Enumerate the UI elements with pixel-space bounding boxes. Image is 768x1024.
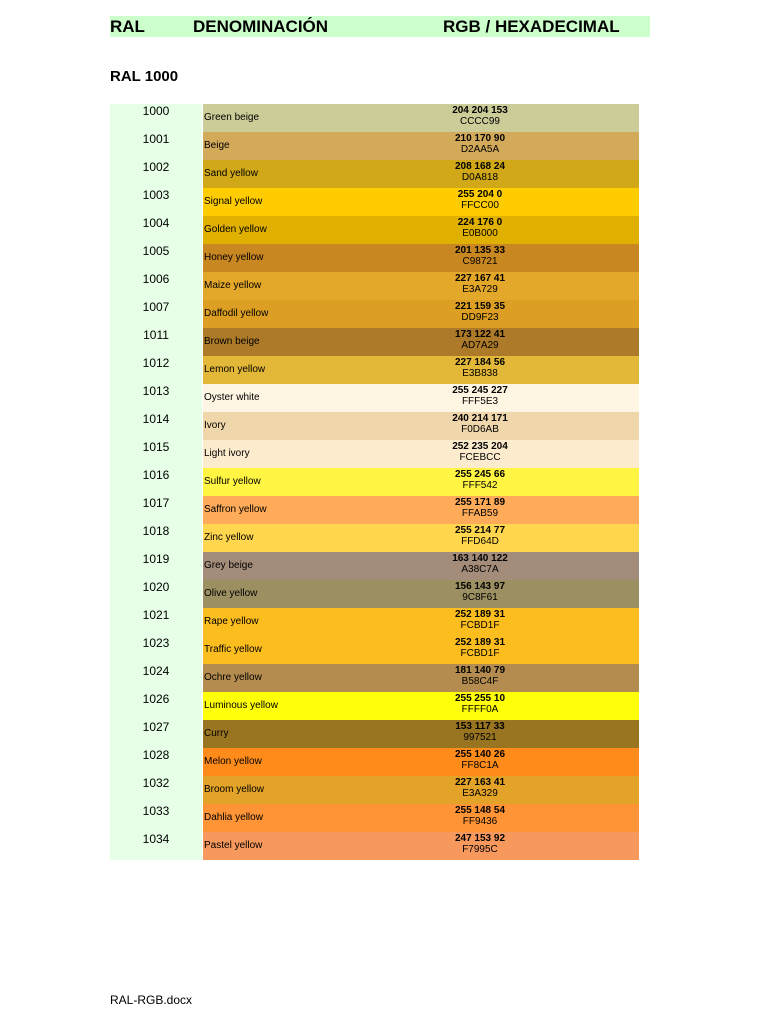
color-swatch [203,412,639,440]
color-name: Olive yellow [204,588,258,599]
table-row [110,216,639,244]
color-swatch [203,328,639,356]
color-values [425,749,535,771]
color-table [110,104,639,860]
hex-value: FF9436 [462,816,498,827]
hex-value: FF8C1A [461,760,499,771]
color-swatch [203,608,639,636]
table-row [110,636,639,664]
color-swatch [203,720,639,748]
color-name: Maize yellow [204,280,262,291]
table-row [110,272,639,300]
table-row [110,356,639,384]
rgb-value: 255 214 77 [454,525,506,536]
table-row [110,104,639,132]
color-name: Ochre yellow [204,672,262,683]
color-swatch [203,832,639,860]
rgb-value: 221 159 35 [454,301,506,312]
color-values [425,105,535,127]
table-row [110,692,639,720]
table-row [110,468,639,496]
ral-code: 1006 [142,272,170,286]
color-values [425,161,535,183]
table-row [110,188,639,216]
color-name: Sand yellow [204,168,258,179]
color-swatch [203,300,639,328]
table-row [110,664,639,692]
hex-value: FFF542 [462,480,498,491]
color-values [425,413,535,435]
ral-code: 1028 [142,748,170,762]
ral-code: 1001 [142,132,170,146]
rgb-value: 173 122 41 [454,329,506,340]
table-row [110,328,639,356]
ral-code: 1000 [142,104,170,118]
hex-value: FFF5E3 [461,396,499,407]
rgb-value: 247 153 92 [454,833,506,844]
color-swatch [203,636,639,664]
rgb-value: 208 168 24 [454,161,506,172]
ral-code: 1034 [142,832,170,846]
hex-value: FFCC00 [461,200,499,211]
table-row [110,132,639,160]
hex-value: C98721 [462,256,498,267]
table-row [110,832,639,860]
ral-code: 1017 [142,496,170,510]
hex-value: E3A329 [462,788,498,799]
color-values [425,665,535,687]
table-row [110,552,639,580]
hex-value: FCBD1F [460,620,500,631]
color-values [425,525,535,547]
hex-value: D2AA5A [460,144,500,155]
rgb-value: 227 184 56 [454,357,506,368]
rgb-value: 252 235 204 [452,441,508,452]
hex-value: FCEBCC [459,452,501,463]
rgb-value: 181 140 79 [454,665,506,676]
hex-value: E3A729 [462,284,498,295]
hex-value: 997521 [463,732,497,743]
color-name: Oyster white [204,392,260,403]
ral-code: 1026 [142,692,170,706]
hex-value: F0D6AB [461,424,499,435]
color-swatch [203,384,639,412]
rgb-value: 255 255 10 [454,693,506,704]
color-values [425,441,535,463]
color-name: Ivory [204,420,226,431]
table-row [110,804,639,832]
rgb-value: 255 245 66 [454,469,506,480]
color-values [425,637,535,659]
color-values [425,385,535,407]
color-name: Light ivory [204,448,250,459]
ral-code: 1007 [142,300,170,314]
hex-value: CCCC99 [459,116,500,127]
ral-code: 1021 [142,608,170,622]
color-swatch [203,468,639,496]
rgb-value: 163 140 122 [452,553,508,564]
color-name: Zinc yellow [204,532,254,543]
ral-code: 1015 [142,440,170,454]
table-row [110,776,639,804]
rgb-value: 156 143 97 [454,581,506,592]
rgb-value: 255 245 227 [452,385,508,396]
ral-code: 1032 [142,776,170,790]
hex-value: FFFF0A [461,704,499,715]
color-swatch [203,664,639,692]
color-name: Dahlia yellow [204,812,263,823]
table-row [110,496,639,524]
color-values [425,273,535,295]
color-swatch [203,132,639,160]
ral-code: 1013 [142,384,170,398]
color-values [425,693,535,715]
color-swatch [203,188,639,216]
color-values [425,833,535,855]
color-name: Brown beige [204,336,260,347]
ral-code: 1003 [142,188,170,202]
color-name: Green beige [204,112,260,123]
color-name: Curry [204,728,229,739]
hex-value: FFAB59 [461,508,499,519]
color-values [425,357,535,379]
table-row [110,440,639,468]
rgb-value: 210 170 90 [454,133,506,144]
rgb-value: 255 171 89 [454,497,506,508]
rgb-value: 153 117 33 [455,721,505,732]
ral-code: 1020 [142,580,170,594]
table-header [110,16,650,37]
ral-code: 1004 [142,216,170,230]
color-name: Grey beige [204,560,253,571]
color-name: Lemon yellow [204,364,266,375]
color-values [425,217,535,239]
hex-value: AD7A29 [461,340,499,351]
rgb-value: 224 176 0 [457,217,503,228]
color-swatch [203,496,639,524]
hex-value: 9C8F61 [462,592,498,603]
hex-value: F7995C [462,844,498,855]
color-values [425,805,535,827]
rgb-value: 255 148 54 [454,805,506,816]
hex-value: D0A818 [461,172,499,183]
ral-code: 1014 [142,412,170,426]
color-values [425,609,535,631]
ral-code: 1023 [142,636,170,650]
color-name: Luminous yellow [204,700,278,711]
rgb-value: 255 140 26 [454,749,506,760]
hex-value: B58C4F [461,676,499,687]
color-swatch [203,160,639,188]
color-values [425,189,535,211]
header-denominacion: DENOMINACIÓN [193,17,329,36]
table-row [110,412,639,440]
table-row [110,160,639,188]
table-row [110,524,639,552]
table-row [110,748,639,776]
rgb-value: 252 189 31 [454,609,506,620]
color-swatch [203,748,639,776]
color-name: Sulfur yellow [204,476,261,487]
table-row [110,580,639,608]
color-name: Melon yellow [204,756,262,767]
color-name: Rape yellow [204,616,259,627]
footer-filename: RAL-RGB.docx [110,993,193,1007]
color-name: Daffodil yellow [204,308,269,319]
ral-code: 1012 [142,356,170,370]
rgb-value: 240 214 171 [452,413,508,424]
hex-value: E3B838 [462,368,498,379]
ral-code: 1011 [143,328,169,342]
color-values [425,497,535,519]
color-values [425,469,535,491]
color-name: Broom yellow [204,784,265,795]
hex-value: DD9F23 [461,312,499,323]
hex-value: FCBD1F [460,648,500,659]
ral-code: 1018 [142,524,170,538]
color-name: Saffron yellow [204,504,267,515]
rgb-value: 204 204 153 [452,105,508,116]
header-rgb-hex: RGB / HEXADECIMAL [443,17,620,36]
rgb-value: 227 163 41 [454,777,506,788]
table-row [110,608,639,636]
section-title: RAL 1000 [110,68,179,85]
ral-code: 1002 [142,160,170,174]
rgb-value: 227 167 41 [454,273,506,284]
hex-value: FFD64D [461,536,499,547]
rgb-value: 201 135 33 [454,245,506,256]
ral-code: 1019 [142,552,170,566]
color-name: Signal yellow [204,196,263,207]
color-values [425,133,535,155]
color-values [425,777,535,799]
color-swatch [203,356,639,384]
color-swatch [203,580,639,608]
color-values [425,721,535,743]
table-row [110,384,639,412]
color-swatch [203,216,639,244]
rgb-value: 252 189 31 [454,637,506,648]
color-name: Pastel yellow [204,840,263,851]
table-row [110,244,639,272]
color-values [425,329,535,351]
table-row [110,720,639,748]
ral-code: 1027 [142,720,170,734]
color-swatch [203,524,639,552]
color-swatch [203,440,639,468]
color-values [425,581,535,603]
color-swatch [203,244,639,272]
color-name: Beige [204,140,230,151]
color-values [425,301,535,323]
ral-code: 1005 [142,244,170,258]
color-swatch [203,104,639,132]
ral-code: 1024 [142,664,170,678]
color-name: Golden yellow [204,224,267,235]
color-swatch [203,776,639,804]
header-ral: RAL [110,17,145,36]
ral-code: 1016 [142,468,170,482]
color-swatch [203,272,639,300]
color-values [425,553,535,575]
rgb-value: 255 204 0 [457,189,503,200]
table-row [110,300,639,328]
hex-value: E0B000 [462,228,498,239]
color-swatch [203,552,639,580]
ral-code: 1033 [142,804,170,818]
color-name: Honey yellow [204,252,264,263]
color-values [425,245,535,267]
color-swatch [203,804,639,832]
hex-value: A38C7A [461,564,499,575]
color-name: Traffic yellow [204,644,262,655]
